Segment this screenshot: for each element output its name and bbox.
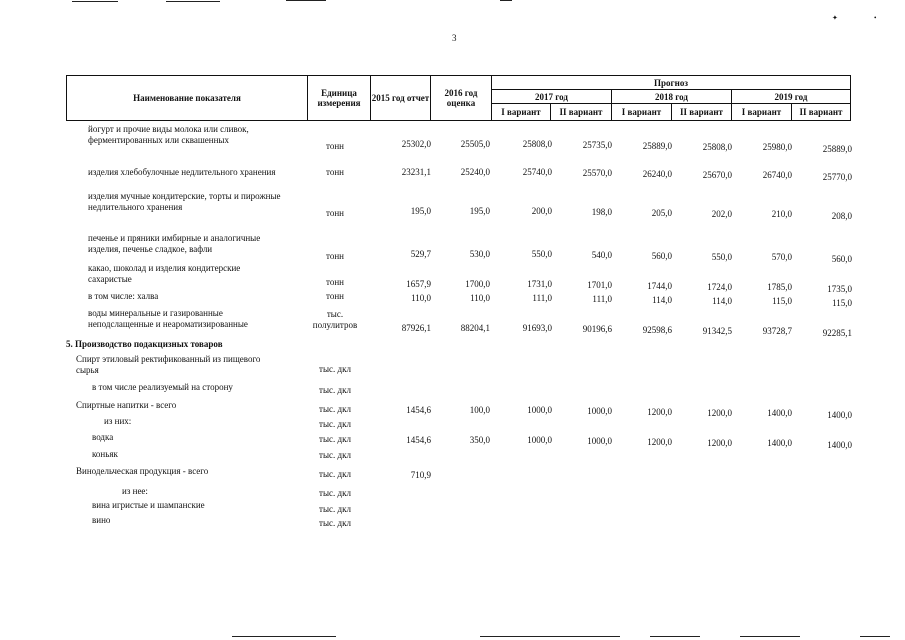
unit-cell-line2: полулитров bbox=[312, 320, 358, 330]
row-label: печенье и пряники имбирные и аналогичные bbox=[88, 233, 261, 243]
value-cell: 550,0 bbox=[711, 252, 732, 262]
value-cell: 710,9 bbox=[410, 470, 431, 480]
header-2015: 2015 год отчет bbox=[371, 76, 431, 121]
value-cell: 1735,0 bbox=[827, 284, 852, 294]
value-cell: 25302,0 bbox=[401, 139, 431, 149]
value-cell: 1700,0 bbox=[465, 279, 490, 289]
value-cell: 25240,0 bbox=[460, 167, 490, 177]
unit-cell: тонн bbox=[326, 277, 344, 287]
value-cell: 1200,0 bbox=[647, 437, 672, 447]
row-label: Винодельческая продукция - всего bbox=[76, 466, 209, 476]
unit-cell: тыс. дкл bbox=[319, 364, 351, 374]
unit-cell: тонн bbox=[326, 291, 344, 301]
value-cell: 25570,0 bbox=[582, 168, 612, 178]
value-cell: 87926,1 bbox=[401, 323, 431, 333]
row-label-line2: неподслащенные и неароматизированные bbox=[88, 319, 248, 329]
value-cell: 90196,6 bbox=[582, 324, 612, 334]
header-unit: Единица измерения bbox=[308, 76, 371, 121]
value-cell: 530,0 bbox=[469, 249, 490, 259]
value-cell: 540,0 bbox=[591, 250, 612, 260]
value-cell: 529,7 bbox=[410, 249, 431, 259]
value-cell: 208,0 bbox=[831, 211, 852, 221]
value-cell: 110,0 bbox=[470, 293, 490, 303]
row-label-line2: изделия, печенье сладкое, вафли bbox=[88, 244, 213, 254]
row-label: вина игристые и шампанские bbox=[92, 500, 205, 510]
value-cell: 93728,7 bbox=[762, 326, 792, 336]
value-cell: 25770,0 bbox=[822, 172, 852, 182]
value-cell: 350,0 bbox=[469, 435, 490, 445]
value-cell: 1724,0 bbox=[707, 282, 732, 292]
value-cell: 92598,6 bbox=[642, 325, 672, 335]
header-2019: 2019 год bbox=[732, 90, 851, 104]
value-cell: 111,0 bbox=[532, 293, 552, 303]
value-cell: 550,0 bbox=[531, 249, 552, 259]
value-cell: 26240,0 bbox=[642, 169, 672, 179]
row-label: Спирт этиловый ректификованный из пищевого bbox=[76, 354, 261, 364]
unit-cell: тыс. bbox=[326, 309, 344, 319]
value-cell: 200,0 bbox=[531, 206, 552, 216]
value-cell: 88204,1 bbox=[460, 323, 490, 333]
value-cell: 25980,0 bbox=[762, 142, 792, 152]
page-number: 3 bbox=[452, 33, 457, 43]
unit-cell: тонн bbox=[326, 167, 344, 177]
value-cell: 1701,0 bbox=[587, 280, 612, 290]
unit-cell: тыс. дкл bbox=[319, 404, 351, 414]
value-cell: 92285,1 bbox=[822, 328, 852, 338]
value-cell: 1000,0 bbox=[527, 405, 552, 415]
value-cell: 1400,0 bbox=[767, 438, 792, 448]
row-label: воды минеральные и газированные bbox=[88, 308, 223, 318]
row-label: водка bbox=[92, 432, 114, 442]
unit-cell: тонн bbox=[326, 208, 344, 218]
header-forecast: Прогноз bbox=[492, 76, 851, 90]
row-label: какао, шоколад и изделия кондитерские bbox=[88, 263, 241, 273]
unit-cell: тыс. дкл bbox=[319, 518, 351, 528]
value-cell: 110,0 bbox=[411, 293, 431, 303]
unit-cell: тыс. дкл bbox=[319, 469, 351, 479]
value-cell: 1200,0 bbox=[647, 407, 672, 417]
row-label: в том числе реализуемый на сторону bbox=[92, 382, 233, 392]
value-cell: 1000,0 bbox=[587, 406, 612, 416]
header-2017-v1: I вариант bbox=[492, 104, 551, 121]
value-cell: 26740,0 bbox=[762, 170, 792, 180]
row-label-line2: сырья bbox=[76, 365, 99, 375]
value-cell: 198,0 bbox=[591, 207, 612, 217]
unit-cell: тыс. дкл bbox=[319, 488, 351, 498]
row-label: Спиртные напитки - всего bbox=[76, 400, 177, 410]
row-label-line2: ферментированных или сквашенных bbox=[88, 135, 229, 145]
unit-cell: тыс. дкл bbox=[319, 419, 351, 429]
row-label: из нее: bbox=[122, 486, 148, 496]
value-cell: 25889,0 bbox=[822, 144, 852, 154]
value-cell: 1000,0 bbox=[587, 436, 612, 446]
row-label: вино bbox=[92, 515, 111, 525]
value-cell: 1400,0 bbox=[827, 410, 852, 420]
value-cell: 114,0 bbox=[712, 296, 732, 306]
value-cell: 1200,0 bbox=[707, 408, 732, 418]
value-cell: 1454,6 bbox=[406, 405, 431, 415]
unit-cell: тонн bbox=[326, 251, 344, 261]
value-cell: 1731,0 bbox=[527, 279, 552, 289]
row-label: в том числе: халва bbox=[88, 291, 159, 301]
value-cell: 114,0 bbox=[652, 295, 672, 305]
value-cell: 91693,0 bbox=[522, 323, 552, 333]
value-cell: 100,0 bbox=[469, 405, 490, 415]
value-cell: 210,0 bbox=[771, 209, 792, 219]
value-cell: 202,0 bbox=[711, 209, 732, 219]
value-cell: 25670,0 bbox=[702, 170, 732, 180]
value-cell: 1657,9 bbox=[406, 279, 431, 289]
value-cell: 25735,0 bbox=[582, 140, 612, 150]
value-cell: 195,0 bbox=[469, 206, 490, 216]
row-label: йогурт и прочие виды молока или сливок, bbox=[88, 124, 249, 134]
header-2018-v1: I вариант bbox=[612, 104, 672, 121]
row-label: изделия мучные кондитерские, торты и пирожные bbox=[88, 191, 281, 201]
value-cell: 570,0 bbox=[771, 252, 792, 262]
row-label-line2: сахаристые bbox=[88, 274, 132, 284]
value-cell: 1400,0 bbox=[767, 408, 792, 418]
row-label: изделия хлебобулочные недлительного хранения bbox=[88, 167, 276, 177]
value-cell: 1400,0 bbox=[827, 440, 852, 450]
value-cell: 1785,0 bbox=[767, 282, 792, 292]
header-2018-v2: II вариант bbox=[672, 104, 732, 121]
unit-cell: тыс. дкл bbox=[319, 434, 351, 444]
value-cell: 23231,1 bbox=[401, 167, 431, 177]
value-cell: 111,0 bbox=[592, 294, 612, 304]
row-label-line2: недлительного хранения bbox=[88, 202, 183, 212]
header-name: Наименование показателя bbox=[67, 76, 308, 121]
value-cell: 195,0 bbox=[410, 206, 431, 216]
value-cell: 1200,0 bbox=[707, 438, 732, 448]
value-cell: 1000,0 bbox=[527, 435, 552, 445]
value-cell: 91342,5 bbox=[702, 326, 732, 336]
value-cell: 25889,0 bbox=[642, 141, 672, 151]
value-cell: 25808,0 bbox=[702, 142, 732, 152]
row-label: из них: bbox=[104, 416, 132, 426]
header-2019-v2: II вариант bbox=[792, 104, 851, 121]
row-label: коньяк bbox=[92, 449, 118, 459]
header-2017-v2: II вариант bbox=[551, 104, 612, 121]
value-cell: 25505,0 bbox=[460, 139, 490, 149]
unit-cell: тыс. дкл bbox=[319, 385, 351, 395]
header-2019-v1: I вариант bbox=[732, 104, 792, 121]
value-cell: 25740,0 bbox=[522, 167, 552, 177]
value-cell: 1454,6 bbox=[406, 435, 431, 445]
value-cell: 205,0 bbox=[651, 208, 672, 218]
header-2017: 2017 год bbox=[492, 90, 612, 104]
value-cell: 560,0 bbox=[831, 254, 852, 264]
section-title: 5. Производство подакцизных товаров bbox=[66, 339, 223, 349]
unit-cell: тыс. дкл bbox=[319, 450, 351, 460]
scan-mark: ✦ bbox=[832, 14, 838, 22]
value-cell: 115,0 bbox=[772, 296, 792, 306]
header-2016: 2016 год оценка bbox=[431, 76, 492, 121]
value-cell: 560,0 bbox=[651, 251, 672, 261]
scan-mark: • bbox=[874, 14, 877, 22]
value-cell: 1744,0 bbox=[647, 281, 672, 291]
unit-cell: тонн bbox=[326, 141, 344, 151]
header-2018: 2018 год bbox=[612, 90, 732, 104]
value-cell: 25808,0 bbox=[522, 139, 552, 149]
unit-cell: тыс. дкл bbox=[319, 504, 351, 514]
value-cell: 115,0 bbox=[832, 298, 852, 308]
